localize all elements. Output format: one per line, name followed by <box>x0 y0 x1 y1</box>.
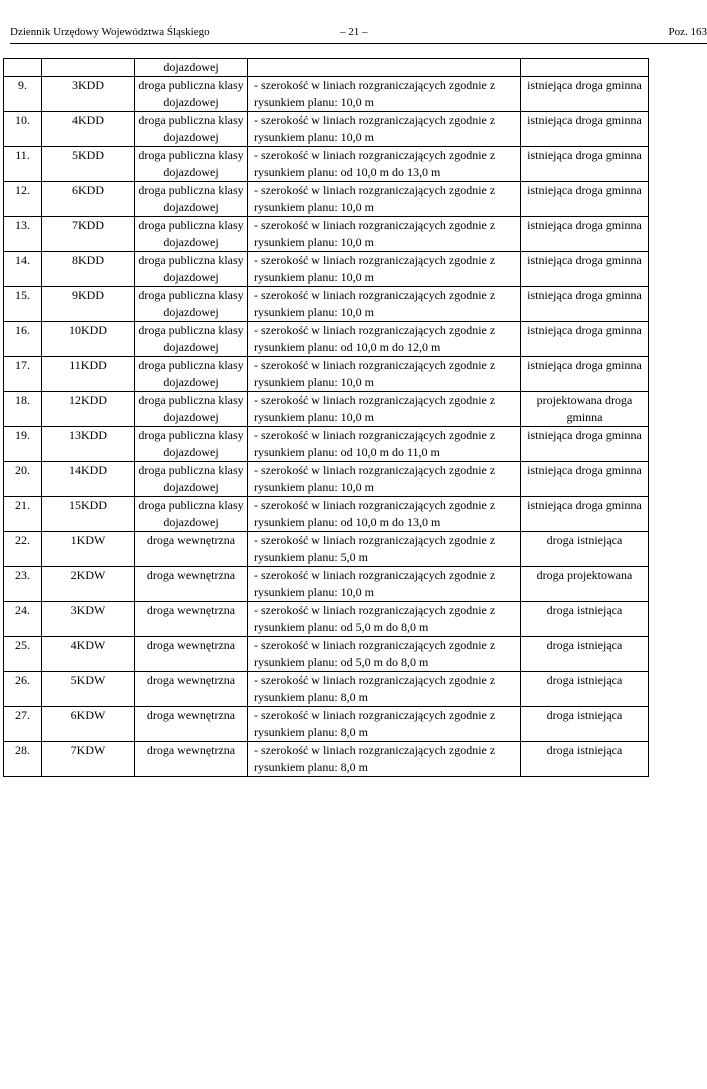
road-class-cell: droga publiczna klasy dojazdowej <box>135 497 248 532</box>
road-width-cell: - szerokość w liniach rozgraniczających zgodnie z rysunkiem planu: 10,0 m <box>248 252 521 287</box>
road-symbol-cell: 4KDW <box>42 637 135 672</box>
road-symbol-cell: 12KDD <box>42 392 135 427</box>
road-symbol-cell: 9KDD <box>42 287 135 322</box>
row-number-cell: 14. <box>4 252 42 287</box>
road-status-cell: istniejąca droga gminna <box>521 182 649 217</box>
table-row <box>4 567 649 602</box>
road-class-cell: droga wewnętrzna <box>135 707 248 742</box>
road-class-cell: droga publiczna klasy dojazdowej <box>135 217 248 252</box>
road-symbol-cell: 4KDD <box>42 112 135 147</box>
road-symbol-cell: 10KDD <box>42 322 135 357</box>
road-symbol-cell: 6KDW <box>42 707 135 742</box>
item-number: Poz. 163 <box>668 26 707 38</box>
road-width-cell: - szerokość w liniach rozgraniczających zgodnie z rysunkiem planu: 5,0 m <box>248 532 521 567</box>
table-row <box>4 497 649 532</box>
road-class-cell: droga wewnętrzna <box>135 602 248 637</box>
road-class-cell: droga publiczna klasy dojazdowej <box>135 252 248 287</box>
road-status-cell: istniejąca droga gminna <box>521 217 649 252</box>
road-symbol-cell: 13KDD <box>42 427 135 462</box>
road-width-cell: - szerokość w liniach rozgraniczających zgodnie z rysunkiem planu: 10,0 m <box>248 357 521 392</box>
table-row <box>4 77 649 112</box>
road-width-cell: - szerokość w liniach rozgraniczających zgodnie z rysunkiem planu: 8,0 m <box>248 672 521 707</box>
road-symbol-cell: 3KDW <box>42 602 135 637</box>
road-width-cell: - szerokość w liniach rozgraniczających zgodnie z rysunkiem planu: od 10,0 m do 11,0 m <box>248 427 521 462</box>
road-symbol-cell: 7KDD <box>42 217 135 252</box>
road-width-cell: - szerokość w liniach rozgraniczających zgodnie z rysunkiem planu: 10,0 m <box>248 77 521 112</box>
road-class-cell: droga wewnętrzna <box>135 672 248 707</box>
road-width-cell: - szerokość w liniach rozgraniczających zgodnie z rysunkiem planu: 10,0 m <box>248 112 521 147</box>
row-number-cell: 22. <box>4 532 42 567</box>
road-width-cell: - szerokość w liniach rozgraniczających zgodnie z rysunkiem planu: 10,0 m <box>248 462 521 497</box>
table-row <box>4 182 649 217</box>
table-row <box>4 357 649 392</box>
road-symbol-cell: 6KDD <box>42 182 135 217</box>
row-number-cell: 9. <box>4 77 42 112</box>
page-number: – 21 – <box>340 26 368 38</box>
roads-table-body <box>4 59 649 777</box>
table-row <box>4 217 649 252</box>
road-width-cell: - szerokość w liniach rozgraniczających zgodnie z rysunkiem planu: od 10,0 m do 13,0 m <box>248 497 521 532</box>
table-row <box>4 322 649 357</box>
road-class-cell: droga publiczna klasy dojazdowej <box>135 112 248 147</box>
road-width-cell: - szerokość w liniach rozgraniczających zgodnie z rysunkiem planu: 10,0 m <box>248 182 521 217</box>
road-status-cell: droga istniejąca <box>521 742 649 777</box>
table-row <box>4 637 649 672</box>
road-status-cell: istniejąca droga gminna <box>521 497 649 532</box>
road-status-cell: droga istniejąca <box>521 672 649 707</box>
journal-title: Dziennik Urzędowy Województwa Śląskiego <box>10 26 210 38</box>
road-width-cell: - szerokość w liniach rozgraniczających zgodnie z rysunkiem planu: 10,0 m <box>248 567 521 602</box>
road-symbol-cell: 3KDD <box>42 77 135 112</box>
road-class-cell: droga wewnętrzna <box>135 637 248 672</box>
road-class-cell: droga publiczna klasy dojazdowej <box>135 427 248 462</box>
road-status-cell: droga istniejąca <box>521 707 649 742</box>
roads-table <box>3 58 649 777</box>
table-row <box>4 672 649 707</box>
road-width-cell: - szerokość w liniach rozgraniczających zgodnie z rysunkiem planu: 10,0 m <box>248 392 521 427</box>
road-status-cell: droga istniejąca <box>521 532 649 567</box>
row-number-cell: 10. <box>4 112 42 147</box>
row-number-cell: 18. <box>4 392 42 427</box>
table-row <box>4 532 649 567</box>
road-class-cell: droga wewnętrzna <box>135 742 248 777</box>
row-number-cell: 11. <box>4 147 42 182</box>
road-symbol-cell: 11KDD <box>42 357 135 392</box>
road-symbol-cell: 15KDD <box>42 497 135 532</box>
table-row <box>4 602 649 637</box>
row-number-cell: 26. <box>4 672 42 707</box>
road-class-cell: droga wewnętrzna <box>135 567 248 602</box>
table-row <box>4 147 649 182</box>
road-class-cell: dojazdowej <box>135 59 248 77</box>
road-symbol-cell: 5KDW <box>42 672 135 707</box>
road-status-cell: istniejąca droga gminna <box>521 252 649 287</box>
road-class-cell: droga publiczna klasy dojazdowej <box>135 357 248 392</box>
row-number-cell: 25. <box>4 637 42 672</box>
road-status-cell: istniejąca droga gminna <box>521 357 649 392</box>
table-row <box>4 59 649 77</box>
road-symbol-cell: 7KDW <box>42 742 135 777</box>
row-number-cell: 13. <box>4 217 42 252</box>
road-class-cell: droga wewnętrzna <box>135 532 248 567</box>
row-number-cell <box>4 59 42 77</box>
road-symbol-cell: 2KDW <box>42 567 135 602</box>
table-row <box>4 252 649 287</box>
road-class-cell: droga publiczna klasy dojazdowej <box>135 392 248 427</box>
row-number-cell: 24. <box>4 602 42 637</box>
road-class-cell: droga publiczna klasy dojazdowej <box>135 462 248 497</box>
row-number-cell: 16. <box>4 322 42 357</box>
page-header <box>10 25 707 44</box>
road-class-cell: droga publiczna klasy dojazdowej <box>135 287 248 322</box>
road-symbol-cell: 5KDD <box>42 147 135 182</box>
road-status-cell: istniejąca droga gminna <box>521 147 649 182</box>
row-number-cell: 27. <box>4 707 42 742</box>
road-width-cell: - szerokość w liniach rozgraniczających zgodnie z rysunkiem planu: od 5,0 m do 8,0 m <box>248 602 521 637</box>
row-number-cell: 19. <box>4 427 42 462</box>
road-status-cell: droga projektowana <box>521 567 649 602</box>
table-row <box>4 742 649 777</box>
road-status-cell <box>521 59 649 77</box>
table-row <box>4 707 649 742</box>
road-status-cell: istniejąca droga gminna <box>521 77 649 112</box>
road-class-cell: droga publiczna klasy dojazdowej <box>135 147 248 182</box>
road-symbol-cell <box>42 59 135 77</box>
row-number-cell: 12. <box>4 182 42 217</box>
road-width-cell: - szerokość w liniach rozgraniczających zgodnie z rysunkiem planu: 8,0 m <box>248 742 521 777</box>
row-number-cell: 15. <box>4 287 42 322</box>
road-status-cell: istniejąca droga gminna <box>521 112 649 147</box>
road-symbol-cell: 8KDD <box>42 252 135 287</box>
road-width-cell: - szerokość w liniach rozgraniczających zgodnie z rysunkiem planu: 10,0 m <box>248 287 521 322</box>
row-number-cell: 20. <box>4 462 42 497</box>
row-number-cell: 21. <box>4 497 42 532</box>
road-status-cell: istniejąca droga gminna <box>521 427 649 462</box>
row-number-cell: 17. <box>4 357 42 392</box>
road-class-cell: droga publiczna klasy dojazdowej <box>135 182 248 217</box>
road-width-cell <box>248 59 521 77</box>
road-class-cell: droga publiczna klasy dojazdowej <box>135 77 248 112</box>
road-status-cell: projektowana droga gminna <box>521 392 649 427</box>
road-class-cell: droga publiczna klasy dojazdowej <box>135 322 248 357</box>
table-row <box>4 287 649 322</box>
road-status-cell: droga istniejąca <box>521 637 649 672</box>
row-number-cell: 28. <box>4 742 42 777</box>
road-status-cell: istniejąca droga gminna <box>521 287 649 322</box>
road-status-cell: istniejąca droga gminna <box>521 322 649 357</box>
road-width-cell: - szerokość w liniach rozgraniczających zgodnie z rysunkiem planu: 10,0 m <box>248 217 521 252</box>
road-status-cell: droga istniejąca <box>521 602 649 637</box>
table-row <box>4 462 649 497</box>
table-row <box>4 427 649 462</box>
table-row <box>4 392 649 427</box>
road-width-cell: - szerokość w liniach rozgraniczających zgodnie z rysunkiem planu: 8,0 m <box>248 707 521 742</box>
road-width-cell: - szerokość w liniach rozgraniczających zgodnie z rysunkiem planu: od 10,0 m do 13,0 m <box>248 147 521 182</box>
road-symbol-cell: 1KDW <box>42 532 135 567</box>
road-status-cell: istniejąca droga gminna <box>521 462 649 497</box>
road-width-cell: - szerokość w liniach rozgraniczających zgodnie z rysunkiem planu: od 5,0 m do 8,0 m <box>248 637 521 672</box>
table-row <box>4 112 649 147</box>
road-symbol-cell: 14KDD <box>42 462 135 497</box>
row-number-cell: 23. <box>4 567 42 602</box>
road-width-cell: - szerokość w liniach rozgraniczających zgodnie z rysunkiem planu: od 10,0 m do 12,0 m <box>248 322 521 357</box>
